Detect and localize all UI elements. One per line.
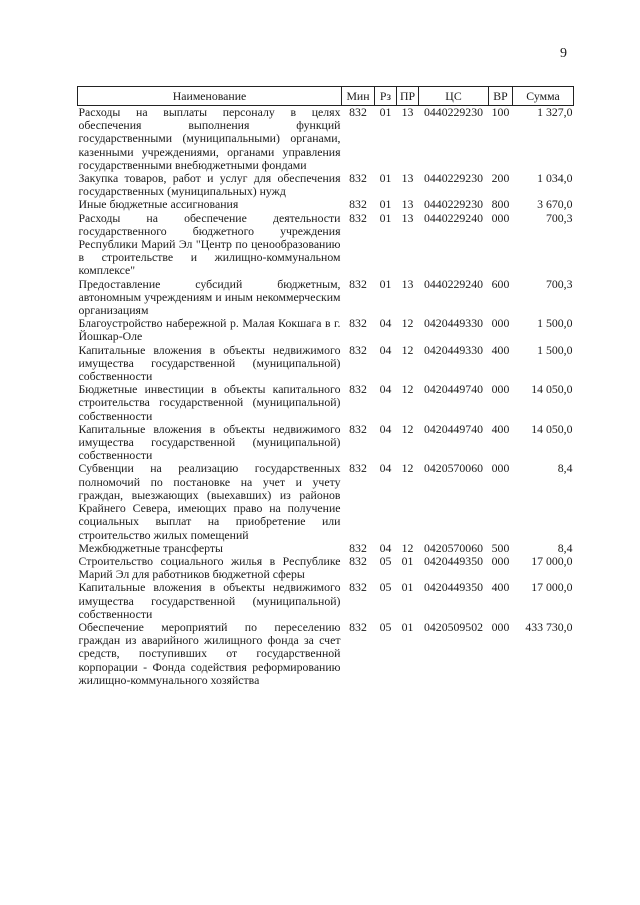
- cell-sum: 700,3: [545, 276, 573, 291]
- cell-sum: 433 730,0: [525, 619, 573, 634]
- cell-sum: 1 500,0: [537, 342, 573, 357]
- cell-min: 832: [349, 276, 367, 291]
- cell-vr: 400: [491, 421, 510, 436]
- cell-name: Капитальные вложения в объекты недвижимого имущества государственной (муниципальной) собственности: [78, 421, 341, 463]
- budget-table: [77, 86, 574, 687]
- table-row: [78, 317, 574, 343]
- cell-cs: 0420509502: [424, 619, 483, 634]
- cell-pr: 12: [401, 421, 414, 436]
- cell-cs: 0440229230: [424, 197, 483, 212]
- cell-pr: 12: [401, 382, 414, 397]
- cell-min: 832: [349, 382, 367, 397]
- cell-cs: 0420449740: [424, 382, 483, 397]
- cell-pr: 13: [401, 105, 414, 119]
- cell-name: Расходы на обеспечение деятельности государственного бюджетного учреждения Республики Марий Эл "Центр по ценообразованию в строительстве и жилищно-коммунальном комплексе": [78, 210, 341, 278]
- table-row: [78, 621, 574, 687]
- cell-pr: 13: [401, 197, 414, 212]
- cell-pr: 01: [401, 619, 414, 634]
- cell-vr: 000: [491, 553, 510, 568]
- cell-min: 832: [349, 461, 367, 476]
- cell-min: 832: [349, 171, 367, 186]
- table-row: [78, 212, 574, 278]
- cell-rz: 04: [379, 461, 392, 476]
- cell-sum: 1 327,0: [537, 105, 573, 119]
- cell-min: 832: [349, 197, 367, 212]
- cell-name: Бюджетные инвестиции в объекты капитального строительства государственной (муниципальной) собственности: [78, 382, 341, 423]
- cell-sum: 14 050,0: [531, 421, 573, 436]
- cell-cs: 0440229240: [424, 210, 483, 225]
- cell-rz: 04: [379, 342, 392, 357]
- cell-min: 832: [349, 540, 367, 555]
- cell-rz: 04: [379, 382, 392, 397]
- cell-vr: 000: [491, 461, 510, 476]
- cell-sum: 8,4: [557, 540, 573, 555]
- cell-name: Предоставление субсидий бюджетным, автономным учреждениям и иным некоммерческим организациям: [78, 276, 341, 318]
- cell-min: 832: [349, 342, 367, 357]
- cell-min: 832: [349, 619, 367, 634]
- table-row: [78, 423, 574, 463]
- cell-rz: 04: [379, 540, 392, 555]
- table-row: [78, 555, 574, 581]
- cell-vr: 800: [491, 197, 510, 212]
- cell-rz: 01: [379, 210, 392, 225]
- cell-pr: 01: [401, 553, 414, 568]
- header-sum: Сумма: [513, 87, 574, 106]
- table-row: [78, 198, 574, 211]
- cell-min: 832: [349, 421, 367, 436]
- cell-rz: 04: [379, 421, 392, 436]
- cell-vr: 000: [491, 382, 510, 397]
- cell-cs: 0420449330: [424, 342, 483, 357]
- cell-pr: 13: [401, 210, 414, 225]
- cell-name: Расходы на выплаты персоналу в целях обеспечения выполнения функций государственными (муниципальными) органами, казенными учреждениями, органами управления государственными внебюджетными фондами: [78, 105, 341, 172]
- table-row: [78, 581, 574, 621]
- table-row: [78, 106, 574, 173]
- cell-cs: 0420570060: [424, 540, 483, 555]
- cell-cs: 0420449330: [424, 316, 483, 331]
- cell-rz: 01: [379, 276, 392, 291]
- cell-vr: 400: [491, 342, 510, 357]
- cell-vr: 000: [491, 619, 510, 634]
- cell-cs: 0420570060: [424, 461, 483, 476]
- cell-cs: 0440229240: [424, 276, 483, 291]
- page-number: 9: [560, 46, 567, 61]
- cell-name: Капитальные вложения в объекты недвижимого имущества государственной (муниципальной) собственности: [78, 580, 341, 621]
- cell-rz: 01: [379, 171, 392, 186]
- cell-min: 832: [349, 210, 367, 225]
- cell-vr: 000: [491, 210, 510, 225]
- cell-sum: 8,4: [557, 461, 573, 476]
- cell-pr: 12: [401, 461, 414, 476]
- table-body: [78, 106, 574, 687]
- cell-min: 832: [349, 316, 367, 331]
- cell-rz: 01: [379, 197, 392, 212]
- cell-sum: 3 670,0: [537, 197, 573, 212]
- cell-min: 832: [349, 580, 367, 595]
- cell-name: Обеспечение мероприятий по переселению граждан из аварийного жилищного фонда за счет средств, поступивших от государственной корпорации - Фонда содействия реформированию жилищно-коммунального хозяйства: [78, 619, 341, 687]
- cell-pr: 12: [401, 316, 414, 331]
- table-row: [78, 542, 574, 555]
- header-rz: Рз: [375, 87, 397, 106]
- cell-sum: 1 034,0: [537, 171, 573, 186]
- cell-cs: 0440229230: [424, 171, 483, 186]
- cell-sum: 14 050,0: [531, 382, 573, 397]
- cell-name: Закупка товаров, работ и услуг для обеспечения государственных (муниципальных) нужд: [78, 171, 341, 199]
- table-row: [78, 278, 574, 318]
- cell-vr: 200: [491, 171, 510, 186]
- cell-pr: 13: [401, 276, 414, 291]
- table-row: [78, 383, 574, 423]
- table-header-row: [78, 87, 574, 106]
- cell-pr: 12: [401, 540, 414, 555]
- table-row: [78, 172, 574, 198]
- cell-rz: 05: [379, 619, 392, 634]
- cell-vr: 600: [491, 276, 510, 291]
- header-pr: ПР: [397, 87, 419, 106]
- cell-vr: 000: [491, 316, 510, 331]
- cell-cs: 0420449740: [424, 421, 483, 436]
- cell-cs: 0420449350: [424, 580, 483, 595]
- cell-cs: 0420449350: [424, 553, 483, 568]
- cell-name: Капитальные вложения в объекты недвижимого имущества государственной (муниципальной) собственности: [78, 342, 341, 384]
- cell-vr: 100: [491, 105, 510, 119]
- cell-vr: 500: [491, 540, 510, 555]
- table-row: [78, 462, 574, 541]
- cell-sum: 17 000,0: [531, 553, 573, 568]
- cell-rz: 01: [379, 105, 392, 119]
- cell-sum: 700,3: [545, 210, 573, 225]
- cell-min: 832: [349, 105, 367, 119]
- cell-cs: 0440229230: [424, 105, 483, 119]
- cell-vr: 400: [491, 580, 510, 595]
- header-name: Наименование: [78, 87, 342, 106]
- cell-pr: 01: [401, 580, 414, 595]
- cell-rz: 05: [379, 553, 392, 568]
- cell-pr: 13: [401, 171, 414, 186]
- cell-name: Строительство социального жилья в Республике Марий Эл для работников бюджетной сферы: [78, 553, 341, 582]
- cell-rz: 04: [379, 316, 392, 331]
- header-vr: ВР: [489, 87, 513, 106]
- cell-sum: 1 500,0: [537, 316, 573, 331]
- cell-name: Благоустройство набережной р. Малая Кокшага в г. Йошкар-Оле: [78, 316, 341, 344]
- cell-rz: 05: [379, 580, 392, 595]
- header-cs: ЦС: [419, 87, 489, 106]
- cell-min: 832: [349, 553, 367, 568]
- table-row: [78, 344, 574, 384]
- cell-name: Субвенции на реализацию государственных полномочий по постановке на учет и учету граждан, выезжающих (выехавших) из районов Крайнего Севера, имеющих право на получение социальных выплат на приобретение или строительство жилых помещений: [78, 461, 341, 542]
- header-min: Мин: [342, 87, 375, 106]
- cell-pr: 12: [401, 342, 414, 357]
- cell-sum: 17 000,0: [531, 580, 573, 595]
- cell-name: Иные бюджетные ассигнования: [78, 197, 239, 212]
- cell-name: Межбюджетные трансферты: [78, 540, 223, 555]
